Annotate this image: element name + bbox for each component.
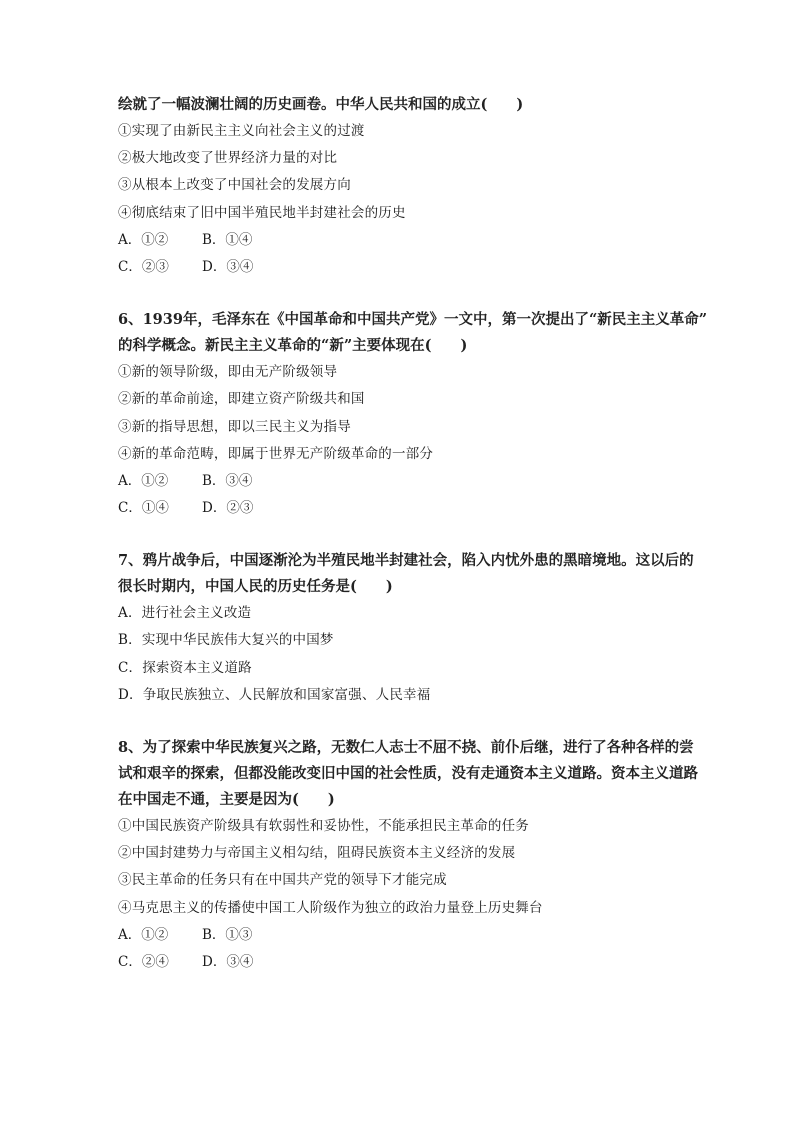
question-5-statement-2: ②极大地改变了世界经济力量的对比	[118, 150, 338, 167]
question-6-statement-3: ③新的指导思想，即以三民主义为指导	[118, 418, 351, 435]
question-8-statement-4: ④马克思主义的传播使中国工人阶级作为独立的政治力量登上历史舞台	[118, 899, 543, 916]
question-6-choice-row-1	[118, 468, 678, 495]
question-6-choice-d[interactable]: D．②③	[202, 500, 254, 517]
question-5-statement-3: ③从根本上改变了中国社会的发展方向	[118, 177, 351, 194]
question-6-statement-4: ④新的革命范畴，即属于世界无产阶级革命的一部分	[118, 445, 434, 462]
question-6-choice-row-2	[118, 495, 678, 522]
question-5-choice-d[interactable]: D．③④	[202, 258, 254, 275]
question-8-statement-1: ①中国民族资产阶级具有软弱性和妥协性，不能承担民主革命的任务	[118, 818, 529, 834]
question-6-choice-a[interactable]: A．①②	[118, 472, 169, 489]
question-8-statement-3: ③民主革命的任务只有在中国共产党的领导下才能完成	[118, 872, 447, 889]
question-8-choice-row-2	[118, 949, 678, 976]
question-8-statement-2: ②中国封建势力与帝国主义相勾结，阻碍民族资本主义经济的发展	[118, 845, 516, 862]
question-8-choice-b[interactable]: B．①③	[202, 926, 253, 943]
question-8-choice-row-1	[118, 922, 678, 949]
question-7-option-b[interactable]: B．实现中华民族伟大复兴的中国梦	[118, 632, 334, 649]
question-7-option-d[interactable]: D．争取民族独立、人民解放和国家富强、人民幸福	[118, 686, 431, 703]
question-7-option-c[interactable]: C．探索资本主义道路	[118, 659, 252, 676]
question-6-statement-1: ①新的领导阶级，即由无产阶级领导	[118, 364, 338, 381]
question-8-stem-line-3: 在中国走不通，主要是因为( )	[118, 791, 335, 808]
question-6-choice-c[interactable]: C．①④	[118, 500, 169, 517]
question-5-statement-4: ④彻底结束了旧中国半殖民地半封建社会的历史	[118, 204, 406, 221]
question-8-choice-a[interactable]: A．①②	[118, 926, 169, 943]
question-7	[118, 548, 694, 709]
question-5-choice-c[interactable]: C．②③	[118, 258, 169, 275]
question-8-stem-line-1: 8、为了探索中华民族复兴之路，无数仁人志士不屈不挠、前仆后继，进行了各种各样的尝	[118, 739, 694, 756]
question-5	[118, 92, 678, 281]
question-8	[118, 735, 698, 976]
question-5-choice-row-2	[118, 254, 678, 281]
question-7-option-a[interactable]: A．进行社会主义改造	[118, 605, 252, 622]
question-5-choice-a[interactable]: A．①②	[118, 231, 169, 248]
question-6-stem-line-1: 6、1939年，毛泽东在《中国革命和中国共产党》一文中，第一次提出了“新民主主义革命”	[118, 311, 708, 329]
question-6-stem-line-2: 的科学概念。新民主主义革命的“新”主要体现在( )	[118, 337, 468, 355]
question-8-choice-c[interactable]: C．②④	[118, 953, 169, 970]
question-5-choice-b[interactable]: B．①④	[202, 231, 253, 248]
question-8-choice-d[interactable]: D．③④	[202, 953, 254, 970]
question-gap	[118, 281, 678, 307]
question-6-statement-2: ②新的革命前途，即建立资产阶级共和国	[118, 391, 365, 408]
question-6	[118, 307, 708, 522]
exam-page	[118, 92, 708, 976]
question-5-stem-line-1: 绘就了一幅波澜壮阔的历史画卷。中华人民共和国的成立( )	[118, 96, 524, 113]
question-gap	[118, 522, 678, 548]
question-7-stem-line-1: 7、鸦片战争后，中国逐渐沦为半殖民地半封建社会，陷入内忧外患的黑暗境地。这以后的	[118, 552, 694, 570]
question-5-statement-1: ①实现了由新民主主义向社会主义的过渡	[118, 123, 365, 139]
question-7-stem-line-2: 很长时期内，中国人民的历史任务是( )	[118, 578, 393, 596]
question-5-choice-row-1	[118, 227, 678, 254]
question-gap	[118, 709, 678, 735]
question-8-stem-line-2: 试和艰辛的探索，但都没能改变旧中国的社会性质，没有走通资本主义道路。资本主义道路	[118, 765, 698, 782]
question-6-choice-b[interactable]: B．③④	[202, 472, 253, 489]
